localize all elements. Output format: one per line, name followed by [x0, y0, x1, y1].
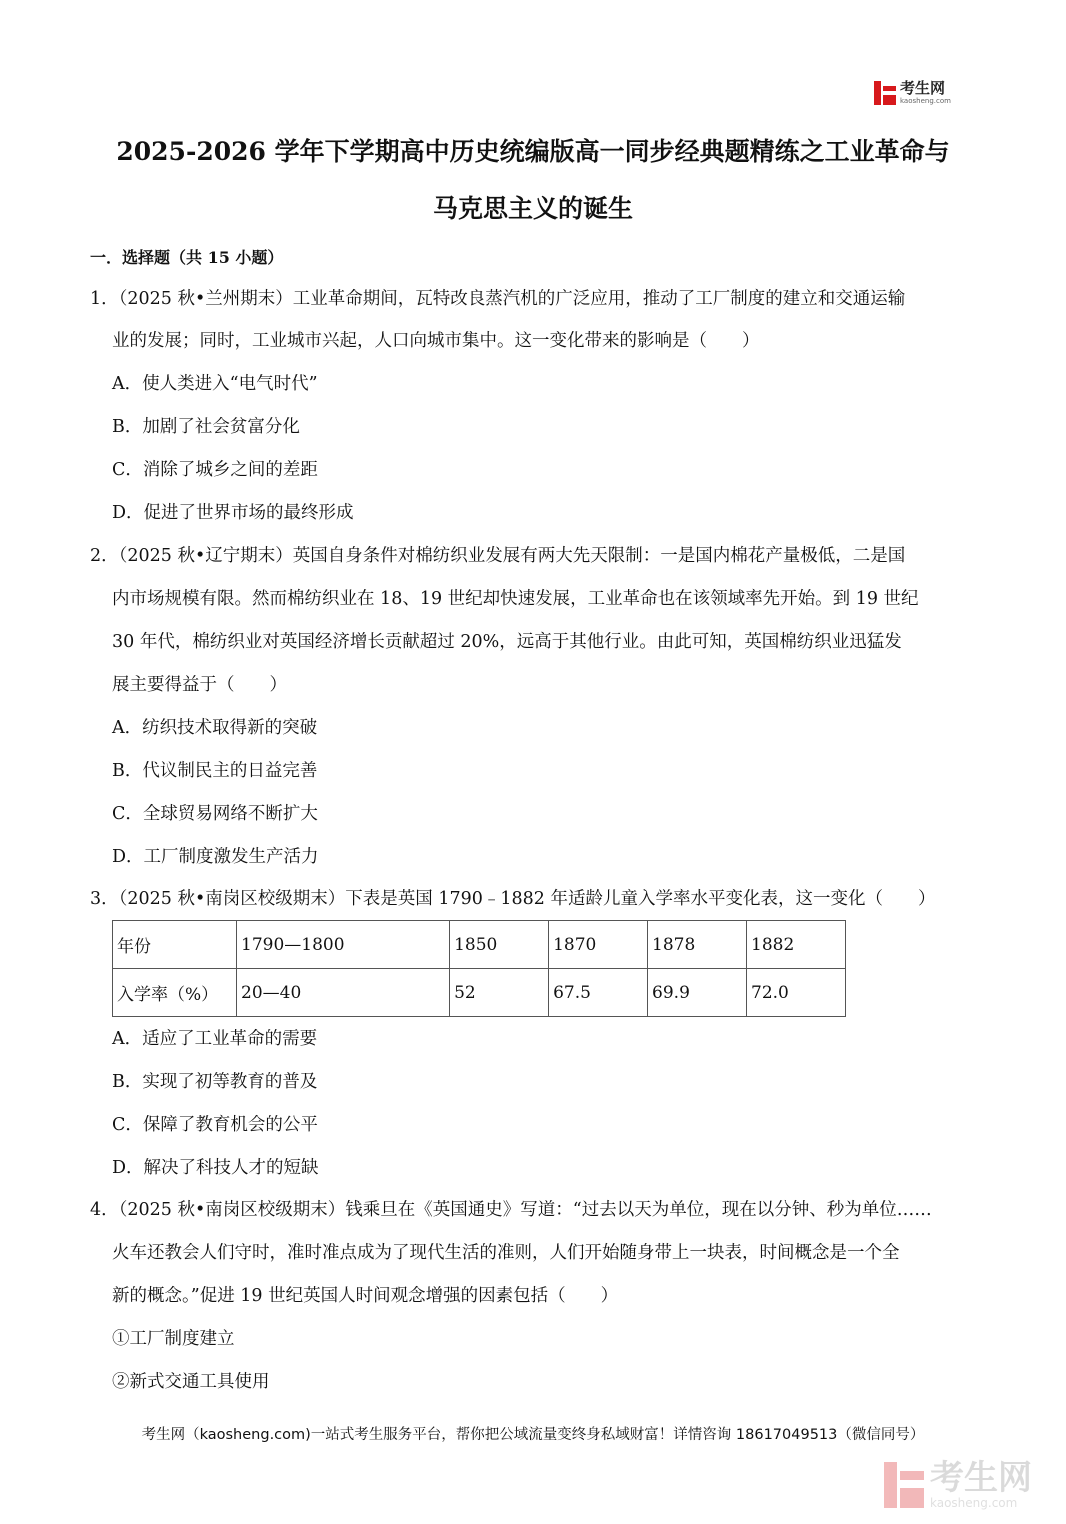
table-cell: 1870: [549, 921, 648, 969]
table-cell: 20—40: [237, 969, 450, 1017]
q2-option-d: D．工厂制度激发生产活力: [112, 847, 319, 867]
table-cell: 1882: [747, 921, 846, 969]
table-cell: 1878: [648, 921, 747, 969]
table-cell: 1850: [450, 921, 549, 969]
q1-option-b: B．加剧了社会贫富分化: [112, 417, 300, 437]
table-cell: 67.5: [549, 969, 648, 1017]
q3-option-d: D．解决了科技人才的短缺: [112, 1158, 319, 1178]
kaosheng-logo: [874, 78, 964, 108]
q2-stem-line1: 2．（2025 秋•辽宁期末）英国自身条件对棉纺织业发展有两大先天限制：一是国内棉花产量极低，二是国: [90, 546, 906, 566]
q1-stem-line1: 1．（2025 秋•兰州期末）工业革命期间，瓦特改良蒸汽机的广泛应用，推动了工厂制度的建立和交通运输: [90, 289, 906, 309]
table-row: [113, 969, 846, 1017]
table-cell: 入学率（%）: [113, 969, 237, 1017]
section-heading: 一．选择题（共 15 小题）: [90, 248, 284, 267]
kaosheng-logo-icon: [874, 81, 896, 105]
q3-option-b: B．实现了初等教育的普及: [112, 1072, 318, 1092]
table-cell: 52: [450, 969, 549, 1017]
watermark-logo: [884, 1457, 1054, 1513]
q4-stem-line1: 4．（2025 秋•南岗区校级期末）钱乘旦在《英国通史》写道：“过去以天为单位，现在以分钟、秒为单位……: [90, 1200, 932, 1220]
page-title-line2: 马克思主义的诞生: [432, 194, 633, 223]
watermark-cn-text: 考生网: [930, 1458, 1032, 1498]
table-row: [113, 921, 846, 969]
table-cell: 69.9: [648, 969, 747, 1017]
q2-stem-line3: 30 年代，棉纺织业对英国经济增长贡献超过 20%，远高于其他行业。由此可知，英国棉纺织业迅猛发: [112, 632, 902, 652]
table-cell: 1790—1800: [237, 921, 450, 969]
enrollment-table: [112, 920, 846, 1017]
q2-option-a: A．纺织技术取得新的突破: [112, 718, 318, 738]
q1-stem-line2: 业的发展；同时，工业城市兴起，人口向城市集中。这一变化带来的影响是（ ）: [112, 331, 760, 351]
table-cell: 年份: [113, 921, 237, 969]
q4-item-1: ①工厂制度建立: [112, 1329, 235, 1349]
q4-stem-line3: 新的概念。”促进 19 世纪英国人时间观念增强的因素包括（ ）: [112, 1286, 619, 1306]
q3-stem-line1: 3．（2025 秋•南岗区校级期末）下表是英国 1790﹣1882 年适龄儿童入学率水平变化表，这一变化（ ）: [90, 889, 936, 909]
q3-option-a: A．适应了工业革命的需要: [112, 1029, 318, 1049]
q2-stem-line2: 内市场规模有限。然而棉纺织业在 18、19 世纪却快速发展，工业革命也在该领域率先开始。到 19 世纪: [112, 589, 919, 609]
footer-ad-text: 考生网（kaosheng.com)一站式考生服务平台，帮你把公域流量变终身私域财富！详情咨询 18617049513（微信同号）: [141, 1427, 925, 1443]
q4-item-2: ②新式交通工具使用: [112, 1372, 270, 1392]
q2-stem-line4: 展主要得益于（ ）: [112, 675, 287, 695]
watermark-logo-icon: [884, 1462, 924, 1508]
q1-option-d: D．促进了世界市场的最终形成: [112, 503, 354, 523]
q1-option-c: C．消除了城乡之间的差距: [112, 460, 318, 480]
watermark-en-text: kaosheng.com: [930, 1496, 1018, 1510]
q1-option-a: A．使人类进入“电气时代”: [112, 374, 318, 394]
q2-option-c: C．全球贸易网络不断扩大: [112, 804, 318, 824]
logo-cn-text: 考生网: [900, 79, 946, 97]
table-cell: 72.0: [747, 969, 846, 1017]
page-title-line1: 2025-2026 学年下学期高中历史统编版高一同步经典题精练之工业革命与: [116, 137, 950, 166]
q3-option-c: C．保障了教育机会的公平: [112, 1115, 318, 1135]
q4-stem-line2: 火车还教会人们守时，准时准点成为了现代生活的准则，人们开始随身带上一块表，时间概念是一个全: [112, 1243, 900, 1263]
q2-option-b: B．代议制民主的日益完善: [112, 761, 318, 781]
logo-en-text: kaosheng.com: [900, 97, 951, 105]
